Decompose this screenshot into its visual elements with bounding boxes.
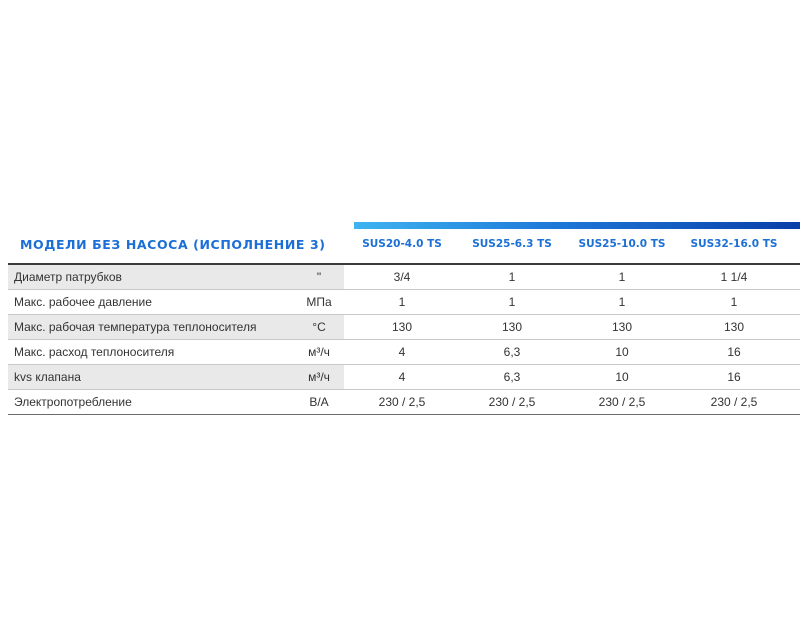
- value-cell: 6,3: [503, 345, 521, 359]
- table-row: [8, 340, 800, 365]
- value-cell: 230 / 2,5: [598, 395, 646, 409]
- param-label: Диаметр патрубков: [14, 270, 122, 284]
- unit-cell: В/А: [309, 395, 329, 409]
- value-cell: 230 / 2,5: [488, 395, 536, 409]
- value-cell: 1: [508, 270, 516, 284]
- value-cell: 4: [398, 370, 406, 384]
- table-row: [8, 290, 800, 315]
- value-cell: 4: [398, 345, 406, 359]
- table-row: [8, 265, 800, 290]
- value-cell: 130: [391, 320, 413, 334]
- unit-cell: ": [316, 270, 322, 284]
- value-cell: 3/4: [393, 270, 411, 284]
- value-cell: 130: [611, 320, 633, 334]
- unit-cell: °C: [312, 320, 326, 334]
- table-row: [8, 315, 800, 340]
- param-label: Макс. рабочее давление: [14, 295, 152, 309]
- unit-cell: м³/ч: [308, 345, 330, 359]
- value-cell: 10: [615, 370, 629, 384]
- model-header-2: SUS25-6.3 TS: [472, 238, 552, 250]
- value-cell: 230 / 2,5: [378, 395, 426, 409]
- value-cell: 1 1/4: [720, 270, 748, 284]
- table-header: [8, 229, 800, 265]
- param-label: Электропотребление: [14, 395, 132, 409]
- param-label: kvs клапана: [14, 370, 81, 384]
- value-cell: 1: [398, 295, 406, 309]
- value-cell: 130: [723, 320, 745, 334]
- value-cell: 130: [501, 320, 523, 334]
- value-cell: 1: [618, 295, 626, 309]
- param-label: Макс. расход теплоносителя: [14, 345, 175, 359]
- table-row: [8, 365, 800, 390]
- value-cell: 230 / 2,5: [710, 395, 758, 409]
- param-label: Макс. рабочая температура теплоносителя: [14, 320, 257, 334]
- value-cell: 1: [618, 270, 626, 284]
- value-cell: 1: [730, 295, 738, 309]
- value-cell: 10: [615, 345, 629, 359]
- model-header-4: SUS32-16.0 TS: [690, 238, 778, 250]
- model-header-1: SUS20-4.0 TS: [362, 238, 442, 250]
- table-title: МОДЕЛИ БЕЗ НАСОСА (ИСПОЛНЕНИЕ 3): [20, 237, 326, 252]
- unit-cell: м³/ч: [308, 370, 330, 384]
- value-cell: 16: [727, 345, 741, 359]
- header-accent-bar: [354, 222, 800, 229]
- value-cell: 6,3: [503, 370, 521, 384]
- value-cell: 1: [508, 295, 516, 309]
- model-header-3: SUS25-10.0 TS: [578, 238, 666, 250]
- unit-cell: МПа: [306, 295, 332, 309]
- table-body: [8, 265, 800, 415]
- table-row: [8, 390, 800, 415]
- value-cell: 16: [727, 370, 741, 384]
